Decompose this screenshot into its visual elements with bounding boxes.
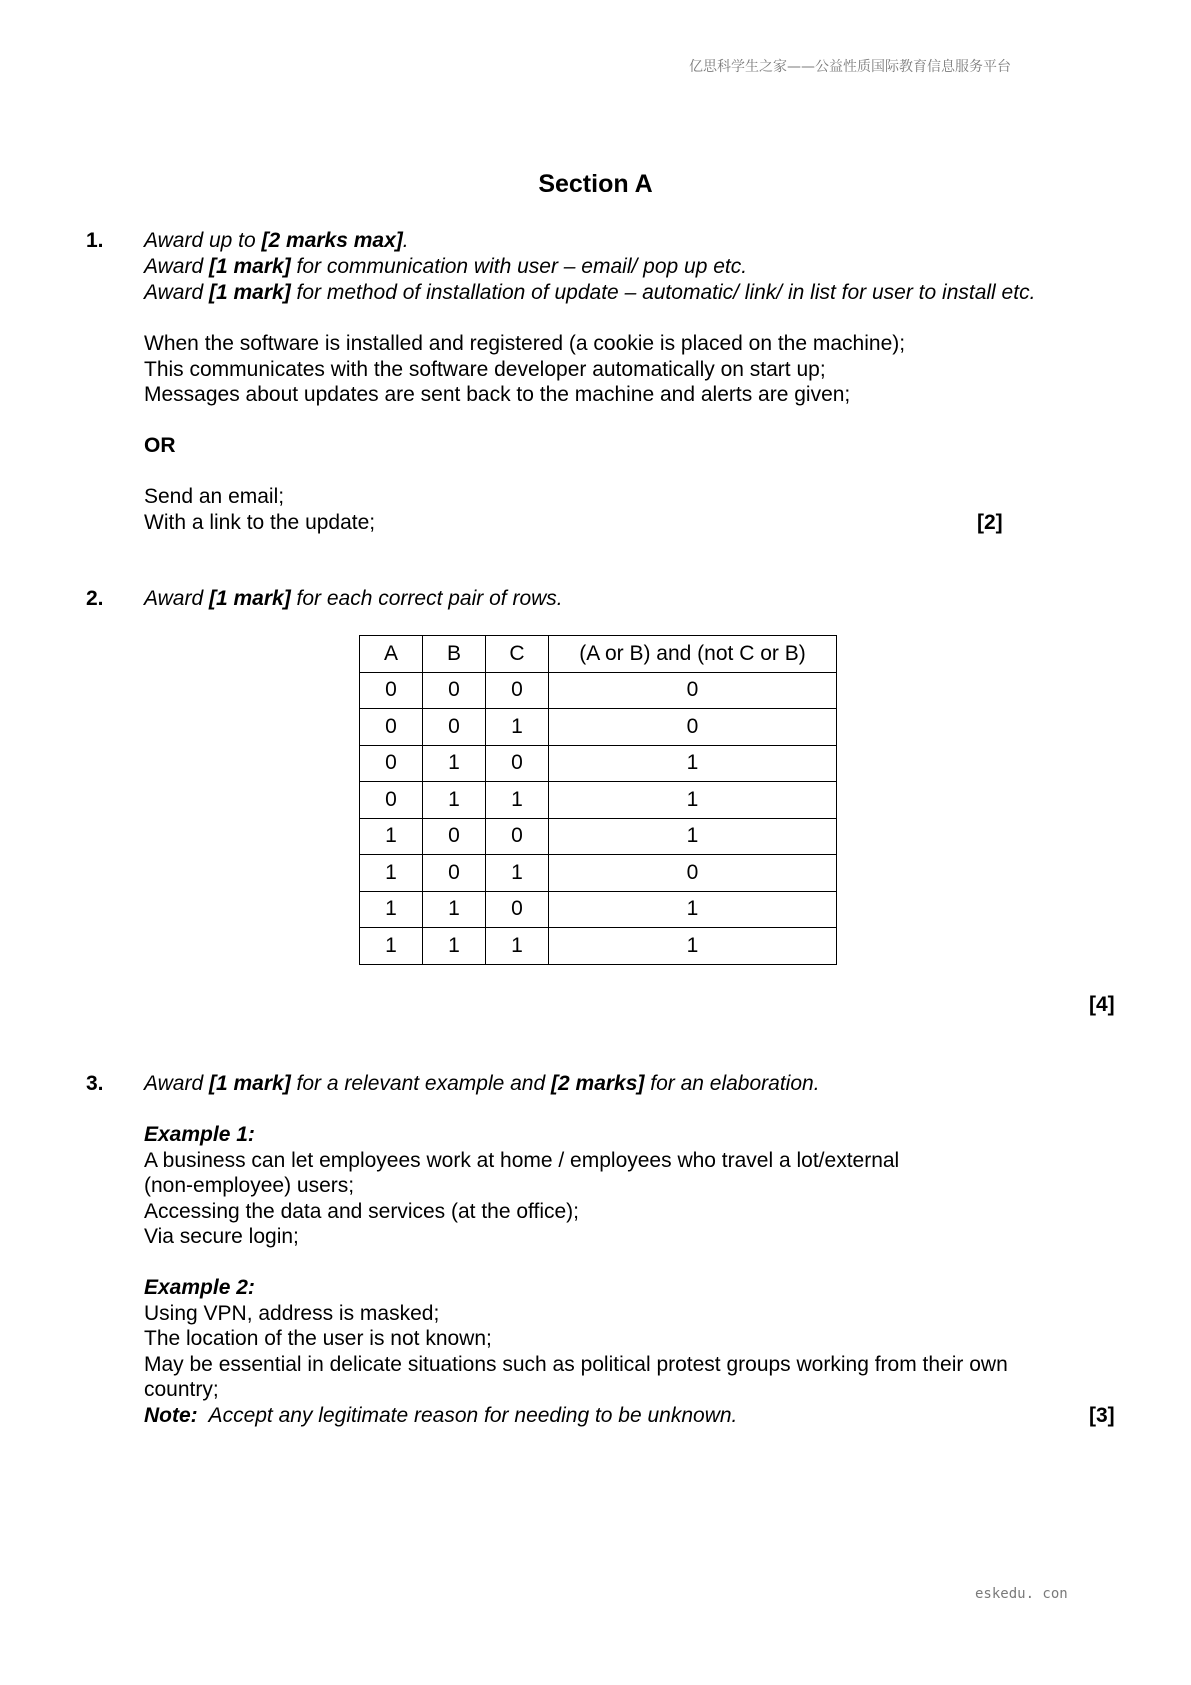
q3-note-text: Accept any legitimate reason for needing to be unknown. (197, 1404, 738, 1427)
truth-table-header-row (360, 636, 837, 673)
q1-award-line-2: Award [1 mark] for communication with user – email/ pop up etc. (144, 255, 748, 278)
table-row (360, 709, 837, 746)
table-cell: 0 (549, 672, 837, 709)
q3-example-1-label: Example 1: (144, 1123, 255, 1146)
table-cell: 1 (423, 782, 486, 819)
section-title: Section A (538, 170, 653, 198)
truth-table (359, 635, 837, 965)
q3-example-2-line: country; (144, 1378, 219, 1401)
q3-note-label: Note: (144, 1404, 198, 1427)
table-row (360, 891, 837, 928)
table-cell: 0 (423, 855, 486, 892)
table-cell: 1 (549, 928, 837, 965)
table-row (360, 855, 837, 892)
table-cell: 1 (549, 745, 837, 782)
question-1-number: 1. (86, 229, 104, 252)
table-row (360, 672, 837, 709)
table-row (360, 818, 837, 855)
table-cell: 1 (423, 745, 486, 782)
truth-table-header-cell: C (486, 636, 549, 673)
q3-note (144, 1403, 737, 1428)
q3-example-1-line: (non-employee) users; (144, 1174, 355, 1197)
table-row (360, 928, 837, 965)
q1-answer-line: This communicates with the software developer automatically on start up; (144, 358, 826, 381)
q1-alt-line: With a link to the update; (144, 511, 376, 534)
table-cell: 1 (549, 818, 837, 855)
q2-marks: [4] (1089, 993, 1115, 1016)
q1-answer-line: Messages about updates are sent back to the machine and alerts are given; (144, 383, 851, 406)
q3-example-2-line: May be essential in delicate situations such as political protest groups working from their own (144, 1353, 1008, 1376)
q3-example-2-label: Example 2: (144, 1276, 255, 1299)
table-cell: 0 (360, 709, 423, 746)
table-cell: 1 (423, 928, 486, 965)
table-cell: 0 (549, 855, 837, 892)
table-cell: 0 (360, 672, 423, 709)
table-cell: 0 (486, 891, 549, 928)
truth-table-header-cell: B (423, 636, 486, 673)
question-3-number: 3. (86, 1072, 104, 1095)
table-cell: 0 (360, 782, 423, 819)
table-cell: 0 (360, 745, 423, 782)
q3-marks: [3] (1089, 1404, 1115, 1427)
q1-alt-line: Send an email; (144, 485, 285, 508)
footer-site-text: eskedu. con (975, 1586, 1068, 1602)
table-row (360, 745, 837, 782)
q1-or-label: OR (144, 434, 176, 457)
table-cell: 1 (486, 855, 549, 892)
table-cell: 1 (360, 818, 423, 855)
header-site-text: 亿思科学生之家——公益性质国际教育信息服务平台 (689, 59, 1011, 75)
table-cell: 0 (549, 709, 837, 746)
q3-example-1-line: Via secure login; (144, 1225, 299, 1248)
table-cell: 0 (423, 672, 486, 709)
q1-answer-line: When the software is installed and registered (a cookie is placed on the machine); (144, 332, 906, 355)
q3-award-line: Award [1 mark] for a relevant example and [2 marks] for an elaboration. (144, 1072, 820, 1095)
q1-marks: [2] (977, 511, 1003, 534)
table-cell: 1 (360, 891, 423, 928)
table-cell: 0 (486, 818, 549, 855)
table-cell: 0 (423, 709, 486, 746)
table-cell: 0 (486, 745, 549, 782)
q1-award-line-1: Award up to [2 marks max]. (144, 229, 409, 252)
table-cell: 1 (549, 782, 837, 819)
table-cell: 1 (486, 709, 549, 746)
q1-award-line-3: Award [1 mark] for method of installation of update – automatic/ link/ in list for user to install etc. (144, 281, 1036, 304)
table-cell: 1 (423, 891, 486, 928)
q3-example-2-line: The location of the user is not known; (144, 1327, 492, 1350)
table-cell: 1 (486, 928, 549, 965)
q2-award-line: Award [1 mark] for each correct pair of rows. (144, 587, 563, 610)
table-cell: 0 (486, 672, 549, 709)
question-2-number: 2. (86, 587, 104, 610)
table-cell: 1 (549, 891, 837, 928)
table-cell: 1 (486, 782, 549, 819)
table-cell: 1 (360, 928, 423, 965)
q3-example-2-line: Using VPN, address is masked; (144, 1302, 440, 1325)
q3-example-1-line: Accessing the data and services (at the office); (144, 1200, 580, 1223)
table-cell: 1 (360, 855, 423, 892)
table-row (360, 782, 837, 819)
table-cell: 0 (423, 818, 486, 855)
truth-table-header-cell: A (360, 636, 423, 673)
q3-example-1-line: A business can let employees work at home / employees who travel a lot/external (144, 1149, 900, 1172)
truth-table-header-cell: (A or B) and (not C or B) (549, 636, 837, 673)
